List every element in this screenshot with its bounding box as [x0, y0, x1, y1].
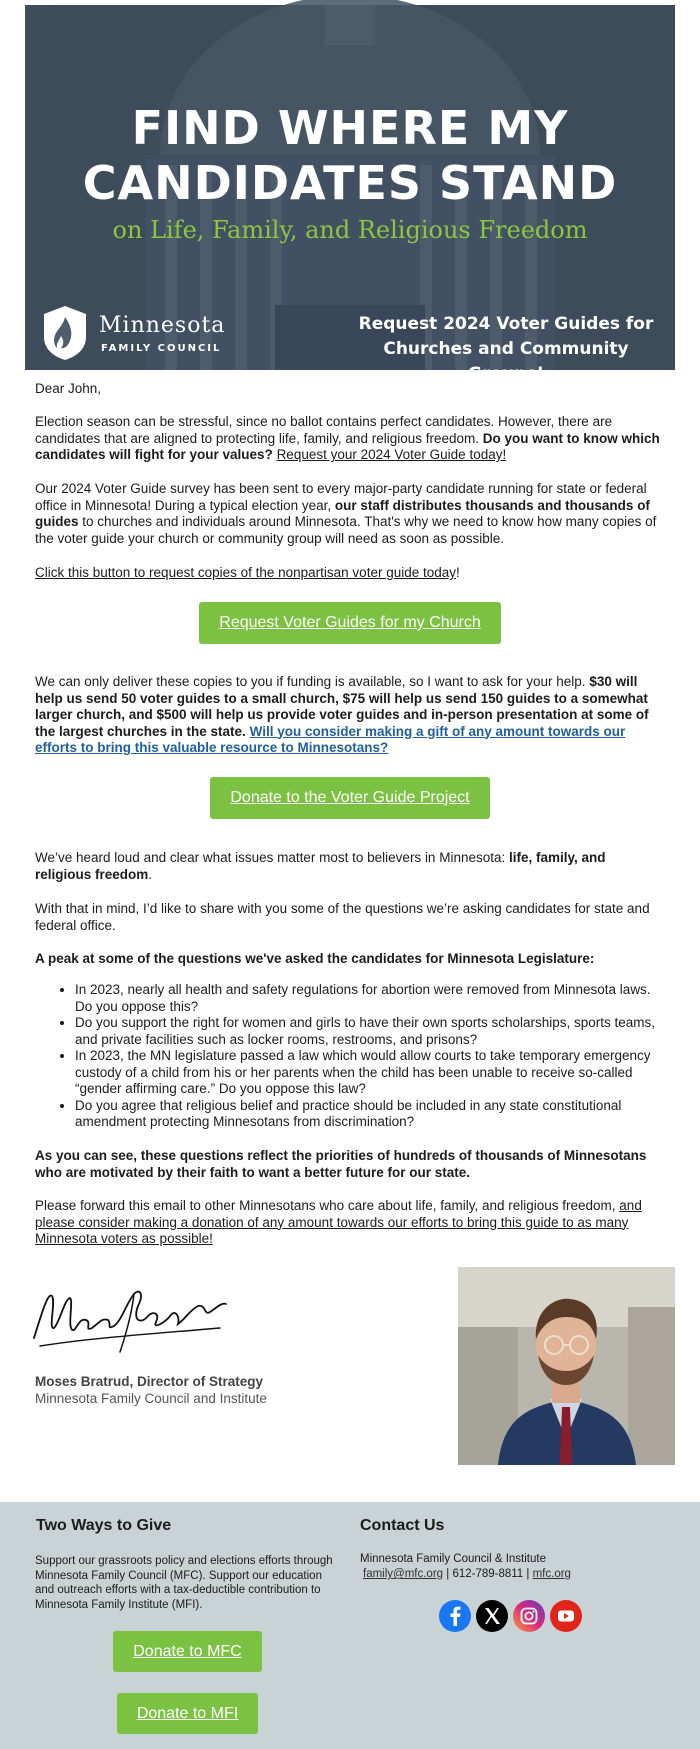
hero-banner[interactable]: [25, 5, 675, 384]
intro-paragraph: [35, 414, 665, 464]
question-item: • In 2023, nearly all health and safety regulations for abortion were removed from Minnesota laws. Do you oppose this?: [75, 982, 665, 1015]
click-end: !: [456, 565, 460, 580]
youtube-icon[interactable]: [550, 1600, 582, 1632]
hero-subtitle: on Life, Family, and Religious Freedom: [112, 216, 588, 244]
gift-link[interactable]: Will you consider making a gift of any amount towards our efforts to bring this valuable resource to Minnesotans?: [35, 723, 626, 755]
moses-bratrud-photo: [458, 1267, 675, 1465]
donation-link[interactable]: and please consider making a donation of any amount towards our efforts to bring this guide to as many Minnesota voters as possible!: [35, 1198, 642, 1246]
greeting: Dear John,: [35, 381, 102, 396]
handwritten-signature: [30, 1282, 230, 1357]
logo-name: Minnesota: [99, 313, 226, 338]
issues-bold: life, family, and religious freedom: [35, 850, 606, 882]
logo-subtitle: FAMILY COUNCIL: [101, 343, 222, 354]
request-copies-link[interactable]: Click this button to request copies of the nonpartisan voter guide today: [35, 565, 457, 580]
hero-title-line2: CANDIDATES STAND: [82, 156, 618, 210]
forward-text: Please forward this email to other Minnesotans who care about life, family, and religious freedom,: [35, 1198, 620, 1213]
funding-paragraph: [35, 674, 665, 757]
signer-organization: Minnesota Family Council and Institute: [35, 1391, 267, 1406]
survey-paragraph: [35, 481, 665, 547]
request-voter-guides-button[interactable]: Request Voter Guides for my Church: [199, 602, 501, 644]
question-item: • Do you support the right for women and girls to have their own sports scholarships, sports teams, and private facilities such as locker rooms, restrooms, and prisons?: [75, 1015, 665, 1048]
contact-details: [363, 1567, 683, 1582]
forward-paragraph: [35, 1198, 665, 1248]
questions-intro: With that in mind, I’d like to share with you some of the questions we’re asking candidates for state and federal office.: [35, 901, 650, 933]
footer: [0, 1502, 700, 1749]
issues-text: We’ve heard loud and clear what issues matter most to believers in Minnesota:: [35, 850, 509, 865]
give-description: Support our grassroots policy and elections efforts through Minnesota Family Council (MFC). Support our education and outreach efforts with a tax-deductible contribution to Minnesota Family Institute (MFI).: [35, 1555, 333, 1611]
question-item: • In 2023, the MN legislature passed a law which would allow courts to take temporary emergency custody of a child from his or her parents when the child has been unable to receive so-called “gender affirming care.” Do you oppose this law?: [75, 1048, 665, 1098]
two-ways-heading: Two Ways to Give: [36, 1517, 172, 1534]
contact-phone: 612-789-8811: [452, 1568, 524, 1580]
issues-paragraph: [35, 850, 665, 883]
contact-sep1: |: [443, 1568, 453, 1580]
priorities-paragraph: As you can see, these questions reflect the priorities of hundreds of thousands of Minnesotans who are motivated by their faith to want a better future for our state.: [35, 1148, 647, 1180]
contact-site-link[interactable]: mfc.org: [532, 1568, 571, 1580]
hero-title-line1: FIND WHERE MY: [131, 101, 569, 155]
facebook-icon[interactable]: [439, 1600, 471, 1632]
questions-list: [75, 982, 665, 1131]
instagram-icon[interactable]: [513, 1600, 545, 1632]
signer-name: Moses Bratrud, Director of Strategy: [35, 1374, 264, 1389]
survey-text-a: Our 2024 Voter Guide survey has been sent to every major-party candidate running for state or federal office in Minnesota! During a typical election year,: [35, 481, 647, 513]
donate-mfi-button[interactable]: Donate to MFI: [117, 1693, 258, 1734]
survey-text-b: to churches and individuals around Minnesota. That's why we need to know how many copies of the voter guide your church or community group will need as soon as possible.: [35, 514, 657, 546]
hero-cta-line1: Request 2024 Voter Guides for: [358, 314, 654, 334]
issues-end: .: [148, 866, 153, 882]
mfc-flame-shield-icon: [42, 305, 88, 361]
hero-cta-line2: Churches and Community Groups!: [383, 339, 629, 384]
funding-text: We can only deliver these copies to you if funding is available, so I want to ask for your help.: [35, 674, 590, 689]
funding-bold: $30 will help us send 50 voter guides to a small church, $75 will help us send 150 guides to a somewhat larger church, and $500 will help us provide voter guides and in-person presentation at some of the largest churches in the state.: [35, 674, 649, 739]
donate-mfc-button[interactable]: Donate to MFC: [113, 1631, 262, 1672]
request-guide-link[interactable]: Request your 2024 Voter Guide today!: [276, 447, 507, 462]
x-icon[interactable]: [476, 1600, 508, 1632]
intro-text: Election season can be stressful, since no ballot contains perfect candidates. However, there are candidates that are aligned to protecting life, family, and religious freedom.: [35, 414, 613, 446]
question-item: • Do you agree that religious belief and practice should be included in any state constitutional amendment protecting Minnesotans from discrimination?: [75, 1098, 665, 1131]
donate-voter-guide-button[interactable]: Donate to the Voter Guide Project: [210, 777, 490, 819]
hero-cta-text: [351, 312, 661, 387]
contact-org: Minnesota Family Council & Institute: [360, 1553, 546, 1565]
survey-bold: our staff distributes thousands and thousands of guides: [35, 497, 650, 529]
intro-bold: Do you want to know which candidates will fight for your values?: [35, 430, 660, 462]
click-button-paragraph: [35, 565, 665, 582]
contact-heading: Contact Us: [360, 1517, 445, 1534]
contact-email-link[interactable]: family@mfc.org: [363, 1568, 444, 1580]
contact-sep2: |: [523, 1568, 533, 1580]
questions-heading: A peak at some of the questions we've asked the candidates for Minnesota Legislature:: [35, 951, 595, 966]
